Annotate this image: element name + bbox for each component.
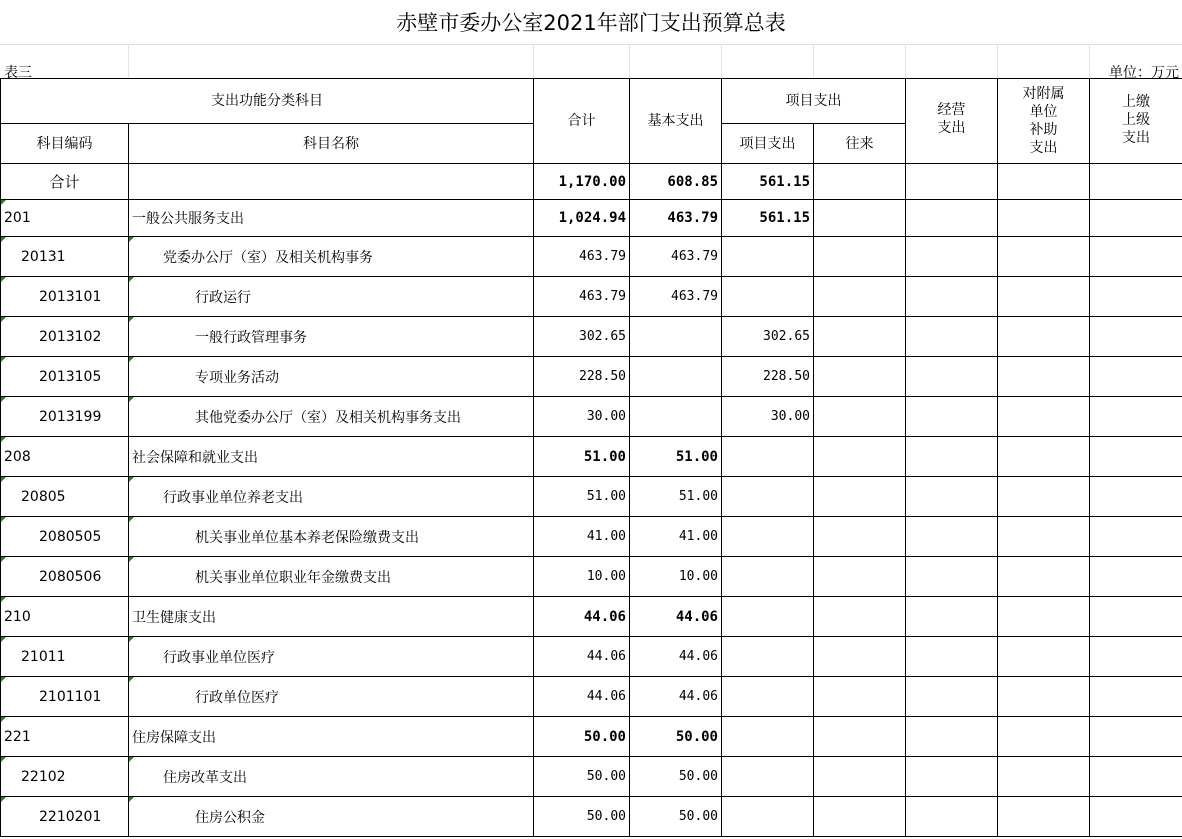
cell-name[interactable]: 一般行政管理事务 [129, 317, 534, 357]
cell-total[interactable]: 51.00 [534, 477, 630, 517]
cell-basic[interactable]: 463.79 [630, 277, 722, 317]
cell-subsidiary[interactable] [998, 397, 1090, 437]
table-row [1, 477, 1182, 517]
cell-operating[interactable] [906, 277, 998, 317]
cell-upper[interactable] [1090, 317, 1182, 357]
cell-basic[interactable] [630, 357, 722, 397]
cell-transfer[interactable] [814, 317, 906, 357]
cell-transfer[interactable] [814, 437, 906, 477]
cell-transfer[interactable] [814, 597, 906, 637]
cell-name[interactable]: 住房公积金 [129, 797, 534, 837]
table-row [1, 717, 1182, 757]
cell-basic[interactable] [630, 317, 722, 357]
cell-operating[interactable] [906, 797, 998, 837]
cell-code[interactable]: 221 [1, 717, 129, 757]
total-upper[interactable] [1090, 164, 1182, 200]
cell-name[interactable]: 其他党委办公厅（室）及相关机构事务支出 [129, 397, 534, 437]
cell-project[interactable] [722, 677, 814, 717]
cell-name[interactable]: 行政单位医疗 [129, 677, 534, 717]
cell-transfer[interactable] [814, 200, 906, 237]
cell-transfer[interactable] [814, 717, 906, 757]
cell-basic[interactable]: 51.00 [630, 477, 722, 517]
cell-code[interactable]: 2013102 [1, 317, 129, 357]
total-row [1, 164, 1182, 200]
cell-code[interactable]: 2080506 [1, 557, 129, 597]
cell-code[interactable]: 2210201 [1, 797, 129, 837]
cell-project[interactable]: 30.00 [722, 397, 814, 437]
cell-basic[interactable]: 41.00 [630, 517, 722, 557]
cell-name[interactable]: 行政运行 [129, 277, 534, 317]
total-total[interactable]: 1,170.00 [534, 164, 630, 200]
table-row [1, 637, 1182, 677]
total-subsidiary[interactable] [998, 164, 1090, 200]
cell-basic[interactable]: 50.00 [630, 717, 722, 757]
table-row [1, 200, 1182, 237]
cell-transfer[interactable] [814, 677, 906, 717]
cell-project[interactable] [722, 597, 814, 637]
cell-subsidiary[interactable] [998, 357, 1090, 397]
cell-basic[interactable]: 463.79 [630, 200, 722, 237]
cell-upper[interactable] [1090, 637, 1182, 677]
cell-upper[interactable] [1090, 717, 1182, 757]
cell-code[interactable]: 20131 [1, 237, 129, 277]
cell-subsidiary[interactable] [998, 237, 1090, 277]
cell-name[interactable]: 机关事业单位职业年金缴费支出 [129, 557, 534, 597]
cell-project[interactable] [722, 477, 814, 517]
cell-basic[interactable]: 10.00 [630, 557, 722, 597]
cell-operating[interactable] [906, 317, 998, 357]
table-row [1, 397, 1182, 437]
cell-code[interactable]: 2101101 [1, 677, 129, 717]
cell-operating[interactable] [906, 517, 998, 557]
cell-name[interactable]: 一般公共服务支出 [129, 200, 534, 237]
header-name[interactable]: 科目名称 [129, 124, 534, 164]
cell-operating[interactable] [906, 637, 998, 677]
cell-code[interactable]: 2080505 [1, 517, 129, 557]
header-operating[interactable]: 经营 支出 [906, 79, 998, 164]
cell-project[interactable] [722, 437, 814, 477]
header-code[interactable]: 科目编码 [1, 124, 129, 164]
cell-name[interactable]: 党委办公厅（室）及相关机构事务 [129, 237, 534, 277]
cell-total[interactable]: 10.00 [534, 557, 630, 597]
page-title: 赤壁市委办公室2021年部门支出预算总表 [0, 0, 1182, 45]
total-label[interactable]: 合计 [1, 164, 129, 200]
total-basic[interactable]: 608.85 [630, 164, 722, 200]
cell-basic[interactable]: 44.06 [630, 597, 722, 637]
table-row [1, 797, 1182, 837]
cell-total[interactable]: 50.00 [534, 797, 630, 837]
cell-name[interactable]: 专项业务活动 [129, 357, 534, 397]
cell-code[interactable]: 21011 [1, 637, 129, 677]
cell-project[interactable] [722, 757, 814, 797]
cell-transfer[interactable] [814, 397, 906, 437]
table-row [1, 677, 1182, 717]
cell-transfer[interactable] [814, 757, 906, 797]
cell-transfer[interactable] [814, 517, 906, 557]
table-row [1, 557, 1182, 597]
cell-total[interactable]: 463.79 [534, 277, 630, 317]
cell-name[interactable]: 住房改革支出 [129, 757, 534, 797]
cell-upper[interactable] [1090, 677, 1182, 717]
cell-subsidiary[interactable] [998, 637, 1090, 677]
cell-total[interactable]: 50.00 [534, 717, 630, 757]
total-operating[interactable] [906, 164, 998, 200]
cell-transfer[interactable] [814, 637, 906, 677]
cell-operating[interactable] [906, 357, 998, 397]
cell-basic[interactable]: 51.00 [630, 437, 722, 477]
cell-subsidiary[interactable] [998, 517, 1090, 557]
cell-project[interactable] [722, 717, 814, 757]
cell-name[interactable]: 社会保障和就业支出 [129, 437, 534, 477]
cell-subsidiary[interactable] [998, 200, 1090, 237]
cell-subsidiary[interactable] [998, 317, 1090, 357]
cell-total[interactable]: 1,024.94 [534, 200, 630, 237]
cell-upper[interactable] [1090, 517, 1182, 557]
table-label: 表三 [4, 65, 32, 81]
cell-upper[interactable] [1090, 357, 1182, 397]
cell-transfer[interactable] [814, 277, 906, 317]
cell-name[interactable]: 住房保障支出 [129, 717, 534, 757]
cell-total[interactable]: 41.00 [534, 517, 630, 557]
cell-subsidiary[interactable] [998, 557, 1090, 597]
cell-operating[interactable] [906, 597, 998, 637]
spacer-grid-row [0, 44, 1182, 78]
cell-subsidiary[interactable] [998, 277, 1090, 317]
cell-operating[interactable] [906, 557, 998, 597]
header-basic[interactable]: 基本支出 [630, 79, 722, 164]
cell-operating[interactable] [906, 677, 998, 717]
budget-table [0, 78, 1182, 837]
cell-transfer[interactable] [814, 477, 906, 517]
cell-operating[interactable] [906, 757, 998, 797]
table-row [1, 437, 1182, 477]
cell-code[interactable]: 2013105 [1, 357, 129, 397]
cell-operating[interactable] [906, 717, 998, 757]
cell-name[interactable]: 机关事业单位基本养老保险缴费支出 [129, 517, 534, 557]
cell-code[interactable]: 22102 [1, 757, 129, 797]
cell-total[interactable]: 30.00 [534, 397, 630, 437]
cell-upper[interactable] [1090, 757, 1182, 797]
total-name-cell[interactable] [129, 164, 534, 200]
header-transfer[interactable]: 往来 [814, 124, 906, 164]
cell-operating[interactable] [906, 437, 998, 477]
cell-operating[interactable] [906, 200, 998, 237]
cell-name[interactable]: 卫生健康支出 [129, 597, 534, 637]
cell-upper[interactable] [1090, 200, 1182, 237]
cell-code[interactable]: 201 [1, 200, 129, 237]
header-total[interactable]: 合计 [534, 79, 630, 164]
table-row [1, 357, 1182, 397]
cell-upper[interactable] [1090, 237, 1182, 277]
cell-code[interactable]: 2013101 [1, 277, 129, 317]
cell-code[interactable]: 2013199 [1, 397, 129, 437]
cell-subsidiary[interactable] [998, 677, 1090, 717]
table-row [1, 237, 1182, 277]
cell-upper[interactable] [1090, 597, 1182, 637]
cell-project[interactable]: 561.15 [722, 200, 814, 237]
cell-total[interactable]: 302.65 [534, 317, 630, 357]
cell-subsidiary[interactable] [998, 477, 1090, 517]
cell-transfer[interactable] [814, 797, 906, 837]
cell-upper[interactable] [1090, 477, 1182, 517]
cell-total[interactable]: 44.06 [534, 597, 630, 637]
cell-upper[interactable] [1090, 437, 1182, 477]
cell-project[interactable] [722, 237, 814, 277]
table-row [1, 757, 1182, 797]
cell-code[interactable]: 20805 [1, 477, 129, 517]
header-func-class[interactable]: 支出功能分类科目 [1, 79, 534, 124]
cell-upper[interactable] [1090, 797, 1182, 837]
cell-basic[interactable] [630, 397, 722, 437]
cell-project[interactable]: 302.65 [722, 317, 814, 357]
cell-project[interactable] [722, 637, 814, 677]
cell-transfer[interactable] [814, 237, 906, 277]
cell-name[interactable]: 行政事业单位养老支出 [129, 477, 534, 517]
total-transfer[interactable] [814, 164, 906, 200]
cell-project[interactable] [722, 557, 814, 597]
cell-subsidiary[interactable] [998, 597, 1090, 637]
cell-total[interactable]: 44.06 [534, 677, 630, 717]
table-row [1, 517, 1182, 557]
cell-basic[interactable]: 463.79 [630, 237, 722, 277]
cell-total[interactable]: 51.00 [534, 437, 630, 477]
cell-project[interactable]: 228.50 [722, 357, 814, 397]
cell-basic[interactable]: 50.00 [630, 757, 722, 797]
cell-subsidiary[interactable] [998, 797, 1090, 837]
cell-project[interactable] [722, 277, 814, 317]
cell-transfer[interactable] [814, 357, 906, 397]
cell-subsidiary[interactable] [998, 757, 1090, 797]
header-upper[interactable]: 上缴 上级 支出 [1090, 79, 1182, 164]
cell-operating[interactable] [906, 477, 998, 517]
cell-project[interactable] [722, 517, 814, 557]
table-row [1, 597, 1182, 637]
cell-code[interactable]: 210 [1, 597, 129, 637]
cell-transfer[interactable] [814, 557, 906, 597]
cell-basic[interactable]: 50.00 [630, 797, 722, 837]
unit-label: 单位：万元 [1109, 65, 1179, 81]
cell-project[interactable] [722, 797, 814, 837]
cell-operating[interactable] [906, 397, 998, 437]
cell-basic[interactable]: 44.06 [630, 637, 722, 677]
header-project[interactable]: 项目支出 [722, 124, 814, 164]
cell-code[interactable]: 208 [1, 437, 129, 477]
header-subsidiary[interactable]: 对附属 单位 补助 支出 [998, 79, 1090, 164]
cell-upper[interactable] [1090, 557, 1182, 597]
cell-subsidiary[interactable] [998, 717, 1090, 757]
table-row [1, 277, 1182, 317]
cell-upper[interactable] [1090, 397, 1182, 437]
cell-subsidiary[interactable] [998, 437, 1090, 477]
cell-basic[interactable]: 44.06 [630, 677, 722, 717]
table-row [1, 317, 1182, 357]
cell-total[interactable]: 228.50 [534, 357, 630, 397]
cell-total[interactable]: 44.06 [534, 637, 630, 677]
cell-upper[interactable] [1090, 277, 1182, 317]
cell-total[interactable]: 463.79 [534, 237, 630, 277]
header-project-group[interactable]: 项目支出 [722, 79, 906, 124]
cell-name[interactable]: 行政事业单位医疗 [129, 637, 534, 677]
cell-total[interactable]: 50.00 [534, 757, 630, 797]
cell-operating[interactable] [906, 237, 998, 277]
total-project[interactable]: 561.15 [722, 164, 814, 200]
